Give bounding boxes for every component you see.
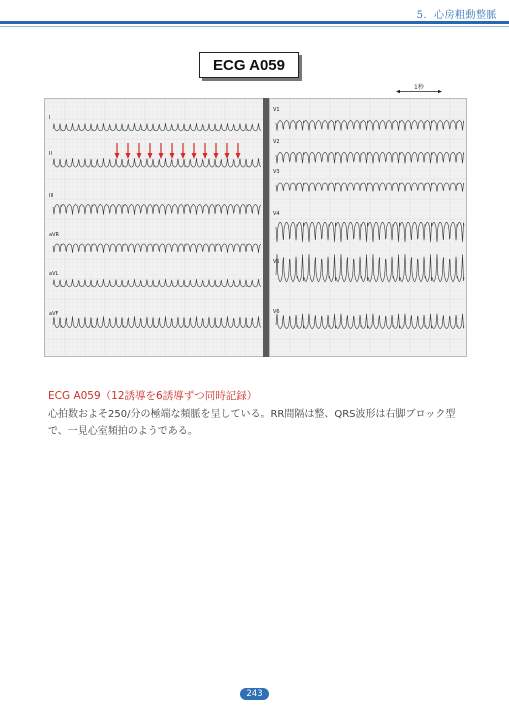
ecg-title-box: ECG A059 [199, 52, 299, 78]
scale-label: 1秒 [414, 84, 424, 91]
ecg-strip-left [44, 98, 265, 357]
header-rule-thin [0, 26, 509, 27]
lead-label-v2: V2 [273, 139, 280, 145]
lead-label-avl: aVL [49, 271, 59, 277]
lead-label-v6: V6 [273, 309, 280, 315]
lead-label-v1: V1 [273, 107, 280, 113]
header-rule [0, 21, 509, 24]
lead-label-v4: V4 [273, 211, 280, 217]
lead-label-ii: II [49, 151, 52, 157]
lead-label-avr: aVR [49, 232, 59, 238]
lead-label-iii: III [49, 193, 54, 199]
page-number: 243 [240, 688, 269, 700]
scale-bar [396, 89, 442, 94]
lead-label-i: I [49, 115, 51, 121]
ecg-strip-right [269, 98, 467, 357]
lead-label-v5: V5 [273, 259, 280, 265]
lead-label-avf: aVF [49, 311, 59, 317]
caption-title: ECG A059（12誘導を6誘導ずつ同時記録） [48, 390, 258, 402]
caption-body: 心拍数およそ250/分の極端な頻脈を呈している。RR間隔は整、QRS波形は右脚ブロック型で、一見心室頻拍のようである。 [48, 409, 456, 437]
lead-label-v3: V3 [273, 169, 280, 175]
section-header-title: 5．心房粗動整脈 [416, 10, 497, 21]
